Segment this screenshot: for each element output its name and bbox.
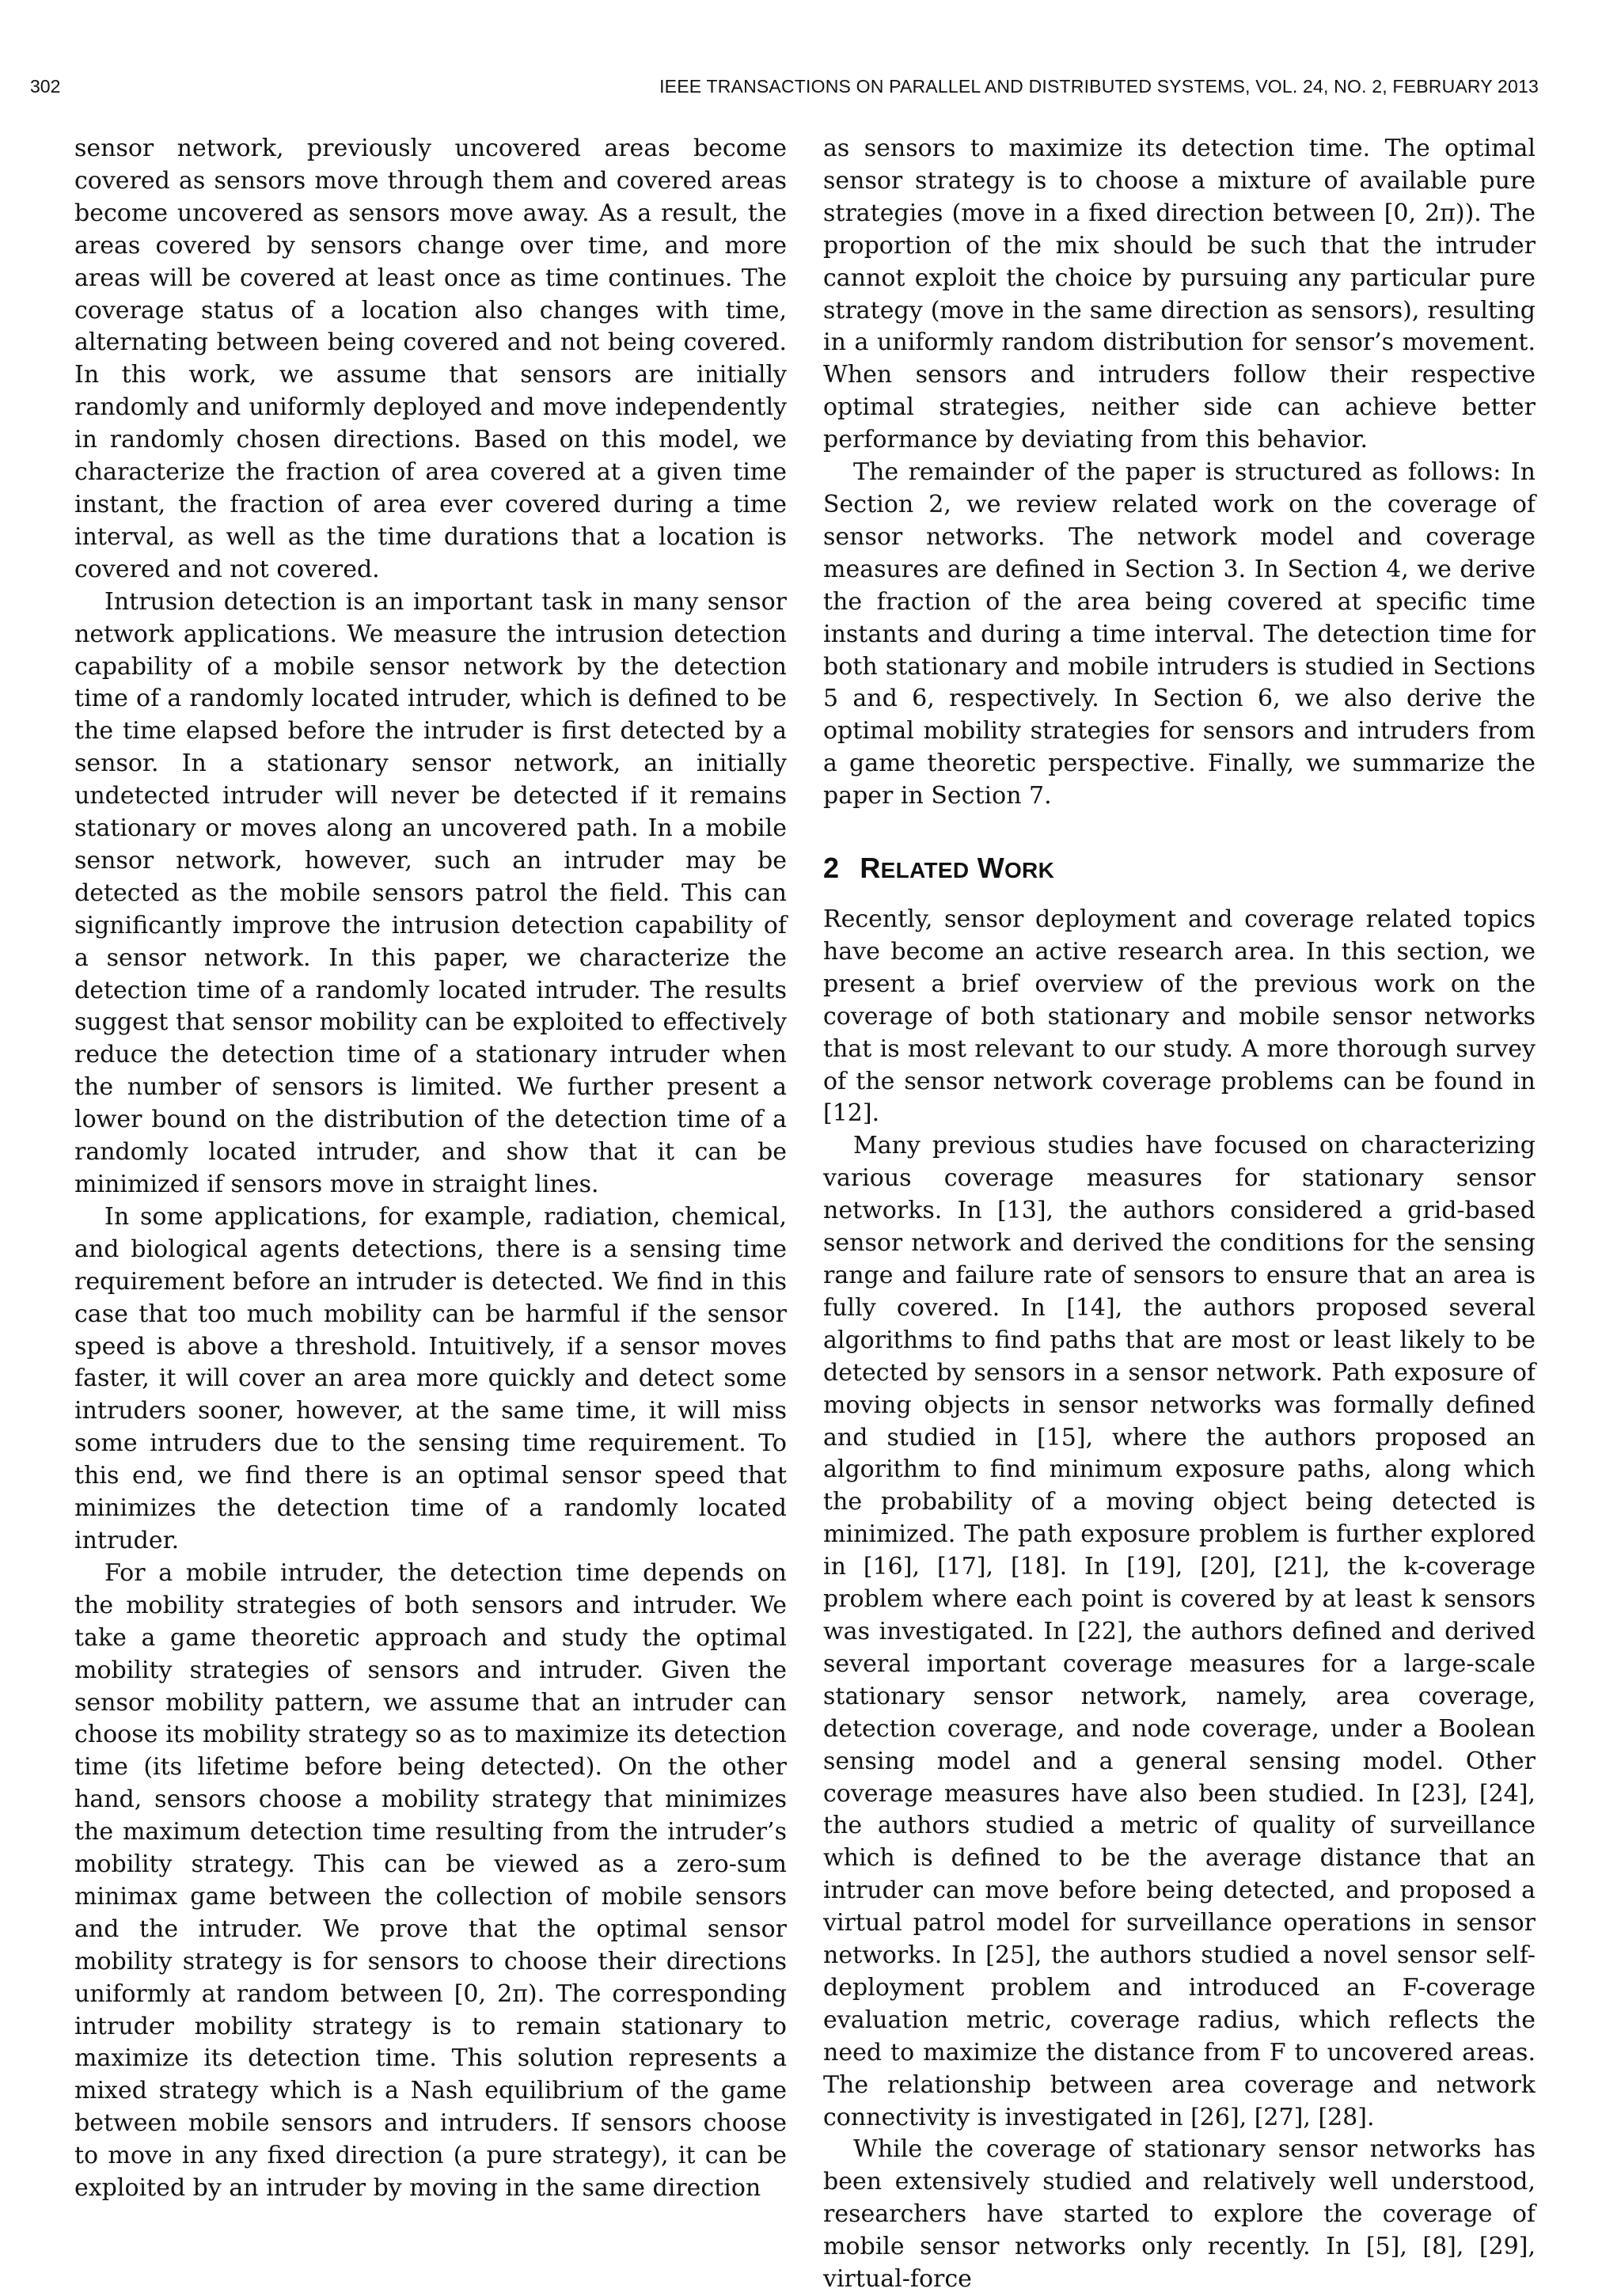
section-title-initial: R (860, 852, 881, 885)
paragraph: While the coverage of stationary sensor networks has been extensively studied and relatively well understood, researchers have started to explore the coverage of mobile sensor networks only recently. In [5], [8], [29], virtual-force (823, 2135, 1536, 2294)
journal-title: IEEE TRANSACTIONS ON PARALLEL AND DISTRIBUTED SYSTEMS, VOL. 24, NO. 2, FEBRUARY 2013 (659, 76, 1539, 97)
paragraph: For a mobile intruder, the detection time depends on the mobility strategies of both sensors and intruder. We take a game theoretic approach and study the optimal mobility strategies of sensors and intruder. Given the sensor mobility pattern, we assume that an intruder can choose its mobility strategy so as to maximize its detection time (its lifetime before being detected). On the other hand, sensors choose a mobility strategy that minimizes the maximum detection time resulting from the intruder’s mobility strategy. This can be viewed as a zero-sum minimax game between the collection of mobile sensors and the intruder. We prove that the optimal sensor mobility strategy is for sensors to choose their directions uniformly at random between [0, 2π). The corresponding intruder mobility strategy is to remain stationary to maximize its detection time. This solution represents a mixed strategy which is a Nash equilibrium of the game between mobile sensors and intruders. If sensors choose to move in any fixed direction (a pure strategy), it can be exploited by an intruder by moving in the same direction (74, 1558, 787, 2203)
left-column (74, 133, 787, 2205)
paragraph: The remainder of the paper is structured as follows: In Section 2, we review related work on the coverage of sensor networks. The network model and coverage measures are defined in Section 3. In Section 4, we derive the fraction of the area being covered at specific time instants and during a time interval. The detection time for both stationary and mobile intruders is studied in Sections 5 and 6, respectively. In Section 6, we also derive the optimal mobility strategies for sensors and intruders from a game theoretic perspective. Finally, we summarize the paper in Section 7. (823, 458, 1536, 810)
section-title-rest: ORK (1004, 858, 1055, 883)
section-title-rest: ELATED (880, 858, 970, 883)
paragraph: sensor network, previously uncovered areas become covered as sensors move through them and covered areas become uncovered as sensors move away. As a result, the areas covered by sensors change over time, and more areas will be covered at least once as time continues. The coverage status of a location also changes with time, alternating between being covered and not being covered. In this work, we assume that sensors are initially randomly and uniformly deployed and move independently in randomly chosen directions. Based on this model, we characterize the fraction of area covered at a given time instant, the fraction of area ever covered during a time interval, as well as the time durations that a location is covered and not covered. (74, 135, 787, 583)
paragraph: Intrusion detection is an important task in many sensor network applications. We measure the intrusion detection capability of a mobile sensor network by the detection time of a randomly located intruder, which is defined to be the time elapsed before the intruder is first detected by a sensor. In a stationary sensor network, an initially undetected intruder will never be detected if it remains stationary or moves along an uncovered path. In a mobile sensor network, however, such an intruder may be detected as the mobile sensors patrol the field. This can significantly improve the intrusion detection capability of a sensor network. In this paper, we characterize the detection time of a randomly located intruder. The results suggest that sensor mobility can be exploited to effectively reduce the detection time of a stationary intruder when the number of sensors is limited. We further present a lower bound on the distribution of the detection time of a randomly located intruder, and show that it can be minimized if sensors move in straight lines. (74, 587, 787, 1198)
paragraph: Many previous studies have focused on characterizing various coverage measures for stationary sensor networks. In [13], the authors considered a grid-based sensor network and derived the conditions for the sensing range and failure rate of sensors to ensure that an area is fully covered. In [14], the authors proposed several algorithms to find paths that are most or least likely to be detected by sensors in a sensor network. Path exposure of moving objects in sensor networks was formally defined and studied in [15], where the authors proposed an algorithm to find minimum exposure paths, along which the probability of a moving object being detected is minimized. The path exposure problem is further explored in [16], [17], [18]. In [19], [20], [21], the k-coverage problem where each point is covered by at least k sensors was investigated. In [22], the authors defined and derived several important coverage measures for a large-scale stationary sensor network, namely, area coverage, detection coverage, and node coverage, under a Boolean sensing model and a general sensing model. Other coverage measures have also been studied. In [23], [24], the authors studied a metric of quality of surveillance which is defined to be the average distance that an intruder can move before being detected, and proposed a virtual patrol model for surveillance operations in sensor networks. In [25], the authors studied a novel sensor self-deployment problem and introduced an F-coverage evaluation metric, coverage radius, which reflects the need to maximize the distance from F to uncovered areas. The relationship between area coverage and network connectivity is investigated in [26], [27], [28]. (823, 1132, 1536, 2131)
paragraph: In some applications, for example, radiation, chemical, and biological agents detections, there is a sensing time requirement before an intruder is detected. We find in this case that too much mobility can be harmful if the sensor speed is above a threshold. Intuitively, if a sensor moves faster, it will cover an area more quickly and detect some intruders sooner, however, at the same time, it will miss some intruders due to the sensing time requirement. To this end, we find there is an optimal sensor speed that minimizes the detection time of a randomly located intruder. (74, 1202, 787, 1554)
running-header (30, 76, 1539, 104)
paragraph: Recently, sensor deployment and coverage related topics have become an active research area. In this section, we present a brief overview of the previous work on the coverage of both stationary and mobile sensor networks that is most relevant to our study. A more thorough survey of the sensor network coverage problems can be found in [12]. (823, 905, 1536, 1128)
section-number: 2 (823, 852, 840, 885)
page-number: 302 (30, 76, 61, 97)
paragraph: as sensors to maximize its detection time. The optimal sensor strategy is to choose a mixture of available pure strategies (move in a fixed direction between [0, 2π)). The proportion of the mix should be such that the intruder cannot exploit the choice by pursuing any particular pure strategy (move in the same direction as sensors), resulting in a uniformly random distribution for sensor’s movement. When sensors and intruders follow their respective optimal strategies, neither side can achieve better performance by deviating from this behavior. (823, 135, 1536, 454)
right-column (823, 133, 1536, 2296)
section-heading (823, 852, 1536, 886)
section-title-initial: W (977, 852, 1004, 885)
